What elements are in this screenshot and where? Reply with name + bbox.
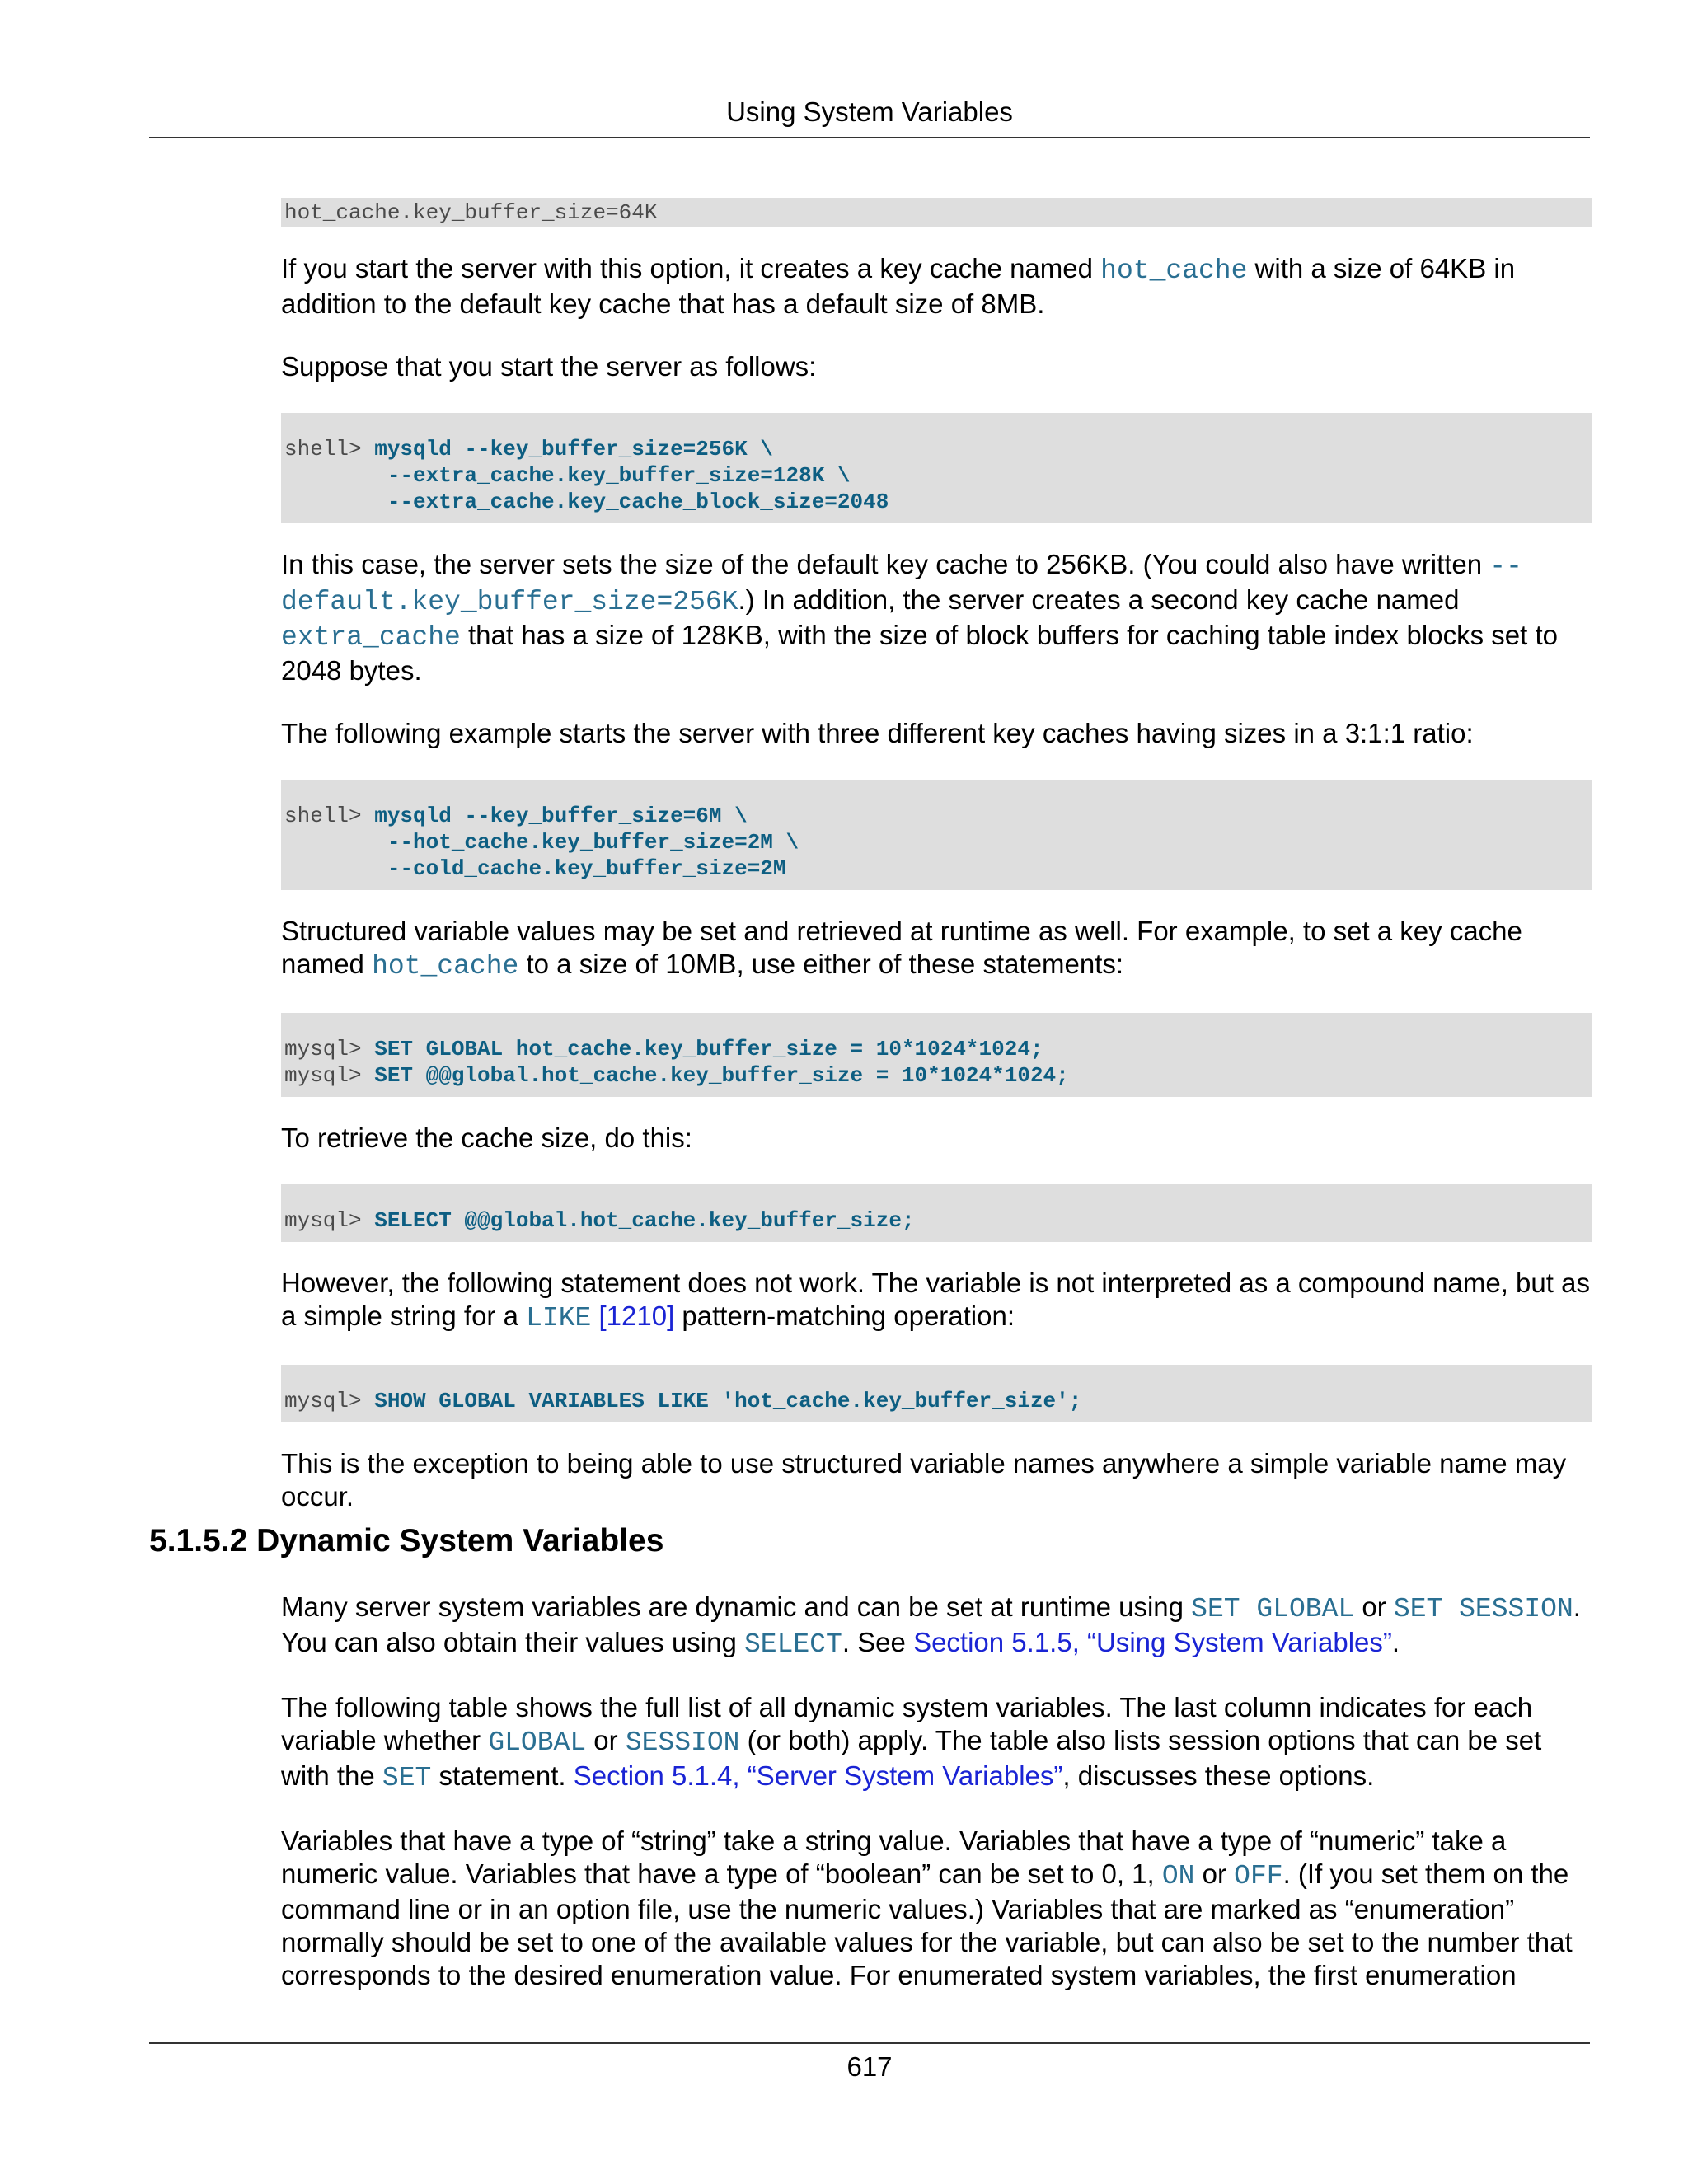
shell-prompt: shell> (284, 804, 375, 828)
code-line: SHOW GLOBAL VARIABLES LIKE 'hot_cache.key_buffer_size'; (374, 1389, 1082, 1413)
code-line: SET GLOBAL hot_cache.key_buffer_size = 10*1024*1024; (374, 1037, 1043, 1062)
text: (or both) apply. The table also lists session options that can be set with the (281, 1725, 1542, 1791)
mysql-prompt: mysql> (284, 1063, 375, 1088)
code-block-shell-1 (281, 413, 1592, 523)
paragraph (281, 252, 1592, 321)
section-link[interactable]: Section 5.1.5, “Using System Variables” (913, 1627, 1392, 1657)
paragraph (281, 1825, 1592, 1992)
inline-code: SET GLOBAL (1191, 1594, 1355, 1624)
paragraph: This is the exception to being able to use structured variable names anywhere a simple variable name may occur. (281, 1448, 1567, 1511)
mysql-prompt: mysql> (284, 1208, 375, 1233)
code-line: mysqld --key_buffer_size=6M \ (374, 804, 748, 828)
text: or (1354, 1591, 1394, 1622)
section-body (281, 1591, 1592, 1992)
page-header: Using System Variables (726, 96, 1013, 127)
paragraph (281, 1591, 1592, 1661)
inline-code: ON (1161, 1861, 1195, 1891)
text: . You can also obtain their values using (281, 1591, 1581, 1657)
inline-code: OFF (1234, 1861, 1283, 1891)
page-reference-link[interactable]: [1210] (598, 1301, 675, 1331)
code-block-option (281, 198, 1592, 227)
text: to a size of 10MB, use either of these statements: (518, 949, 1124, 979)
paragraph: To retrieve the cache size, do this: (281, 1122, 692, 1153)
footer-divider (149, 2042, 1590, 2044)
mysql-prompt: mysql> (284, 1037, 375, 1062)
text: . (If you set them on the command line or in an option file, use the numeric values.) Variables that are marked as “enumeration” normally should be set to one of the available values for the variable, but can also be set to the number that corresponds to the desired enumeration value. For enumerated system variables, the first enumeration (281, 1858, 1573, 1990)
text: pattern-matching operation: (674, 1301, 1015, 1331)
text: If you start the server with this option, it creates a key cache named (281, 253, 1101, 284)
text: or (1194, 1858, 1235, 1889)
code-line: --hot_cache.key_buffer_size=2M \ (284, 830, 799, 855)
text: In this case, the server sets the size of the default key cache to 256KB. (You could also have written (281, 549, 1490, 579)
inline-code: GLOBAL (488, 1727, 587, 1758)
paragraph (281, 1691, 1592, 1795)
code-line: SELECT @@global.hot_cache.key_buffer_size; (374, 1208, 915, 1233)
header-divider (149, 137, 1590, 138)
text: Structured variable values may be set and retrieved at runtime as well. For example, to set a key cache named (281, 916, 1522, 979)
code-block-mysql-select (281, 1184, 1592, 1242)
text: statement. (431, 1760, 574, 1791)
text: , discusses these options. (1062, 1760, 1375, 1791)
inline-code: SET (382, 1763, 432, 1793)
code-block-shell-2 (281, 780, 1592, 890)
page-number: 617 (846, 2051, 893, 2082)
text (591, 1301, 598, 1331)
text: .) In addition, the server creates a second key cache named (738, 584, 1460, 615)
code-line: SET @@global.hot_cache.key_buffer_size = 10*1024*1024; (374, 1063, 1069, 1088)
text: that has a size of 128KB, with the size of block buffers for caching table index blocks set to 2048 bytes. (281, 620, 1558, 686)
section-link[interactable]: Section 5.1.4, “Server System Variables” (573, 1760, 1063, 1791)
code-block-mysql-set (281, 1013, 1592, 1097)
paragraph (281, 915, 1592, 983)
document-body (281, 198, 1592, 1513)
inline-code: --default.key_buffer_size=256K (281, 551, 1522, 617)
inline-code: SELECT (744, 1629, 842, 1660)
code-line: --extra_cache.key_buffer_size=128K \ (284, 463, 851, 488)
paragraph (281, 1267, 1592, 1335)
code-block-mysql-show (281, 1365, 1592, 1422)
section-heading: 5.1.5.2 Dynamic System Variables (149, 1523, 664, 1558)
text: or (586, 1725, 626, 1755)
inline-code: hot_cache (372, 951, 519, 982)
paragraph: Suppose that you start the server as follows: (281, 351, 817, 382)
inline-code: SET SESSION (1393, 1594, 1573, 1624)
paragraph: The following example starts the server with three different key caches having sizes in a 3:1:1 ratio: (281, 718, 1474, 748)
inline-code-link[interactable]: LIKE (526, 1303, 592, 1333)
text: Variables that have a type of “string” take a string value. Variables that have a type of “numeric” take a numeric value. Variables that have a type of “boolean” can be set to 0, 1, (281, 1825, 1507, 1889)
inline-code: hot_cache (1100, 255, 1248, 286)
inline-code: SESSION (625, 1727, 740, 1758)
code-line: mysqld --key_buffer_size=256K \ (374, 437, 773, 462)
text: with a size of 64KB in addition to the default key cache that has a default size of 8MB. (281, 253, 1516, 319)
code-line: hot_cache.key_buffer_size=64K (284, 200, 658, 225)
code-line: --cold_cache.key_buffer_size=2M (284, 856, 786, 881)
paragraph (281, 548, 1592, 687)
text: . (1391, 1627, 1400, 1657)
code-line: --extra_cache.key_cache_block_size=2048 (284, 490, 889, 514)
text: However, the following statement does not work. The variable is not interpreted as a compound name, but as a simple string for a (281, 1268, 1590, 1331)
text: Many server system variables are dynamic and can be set at runtime using (281, 1591, 1192, 1622)
shell-prompt: shell> (284, 437, 375, 462)
inline-code: extra_cache (281, 622, 461, 653)
text: The following table shows the full list of all dynamic system variables. The last column indicates for each variable whether (281, 1692, 1533, 1755)
mysql-prompt: mysql> (284, 1389, 375, 1413)
text: . See (842, 1627, 914, 1657)
